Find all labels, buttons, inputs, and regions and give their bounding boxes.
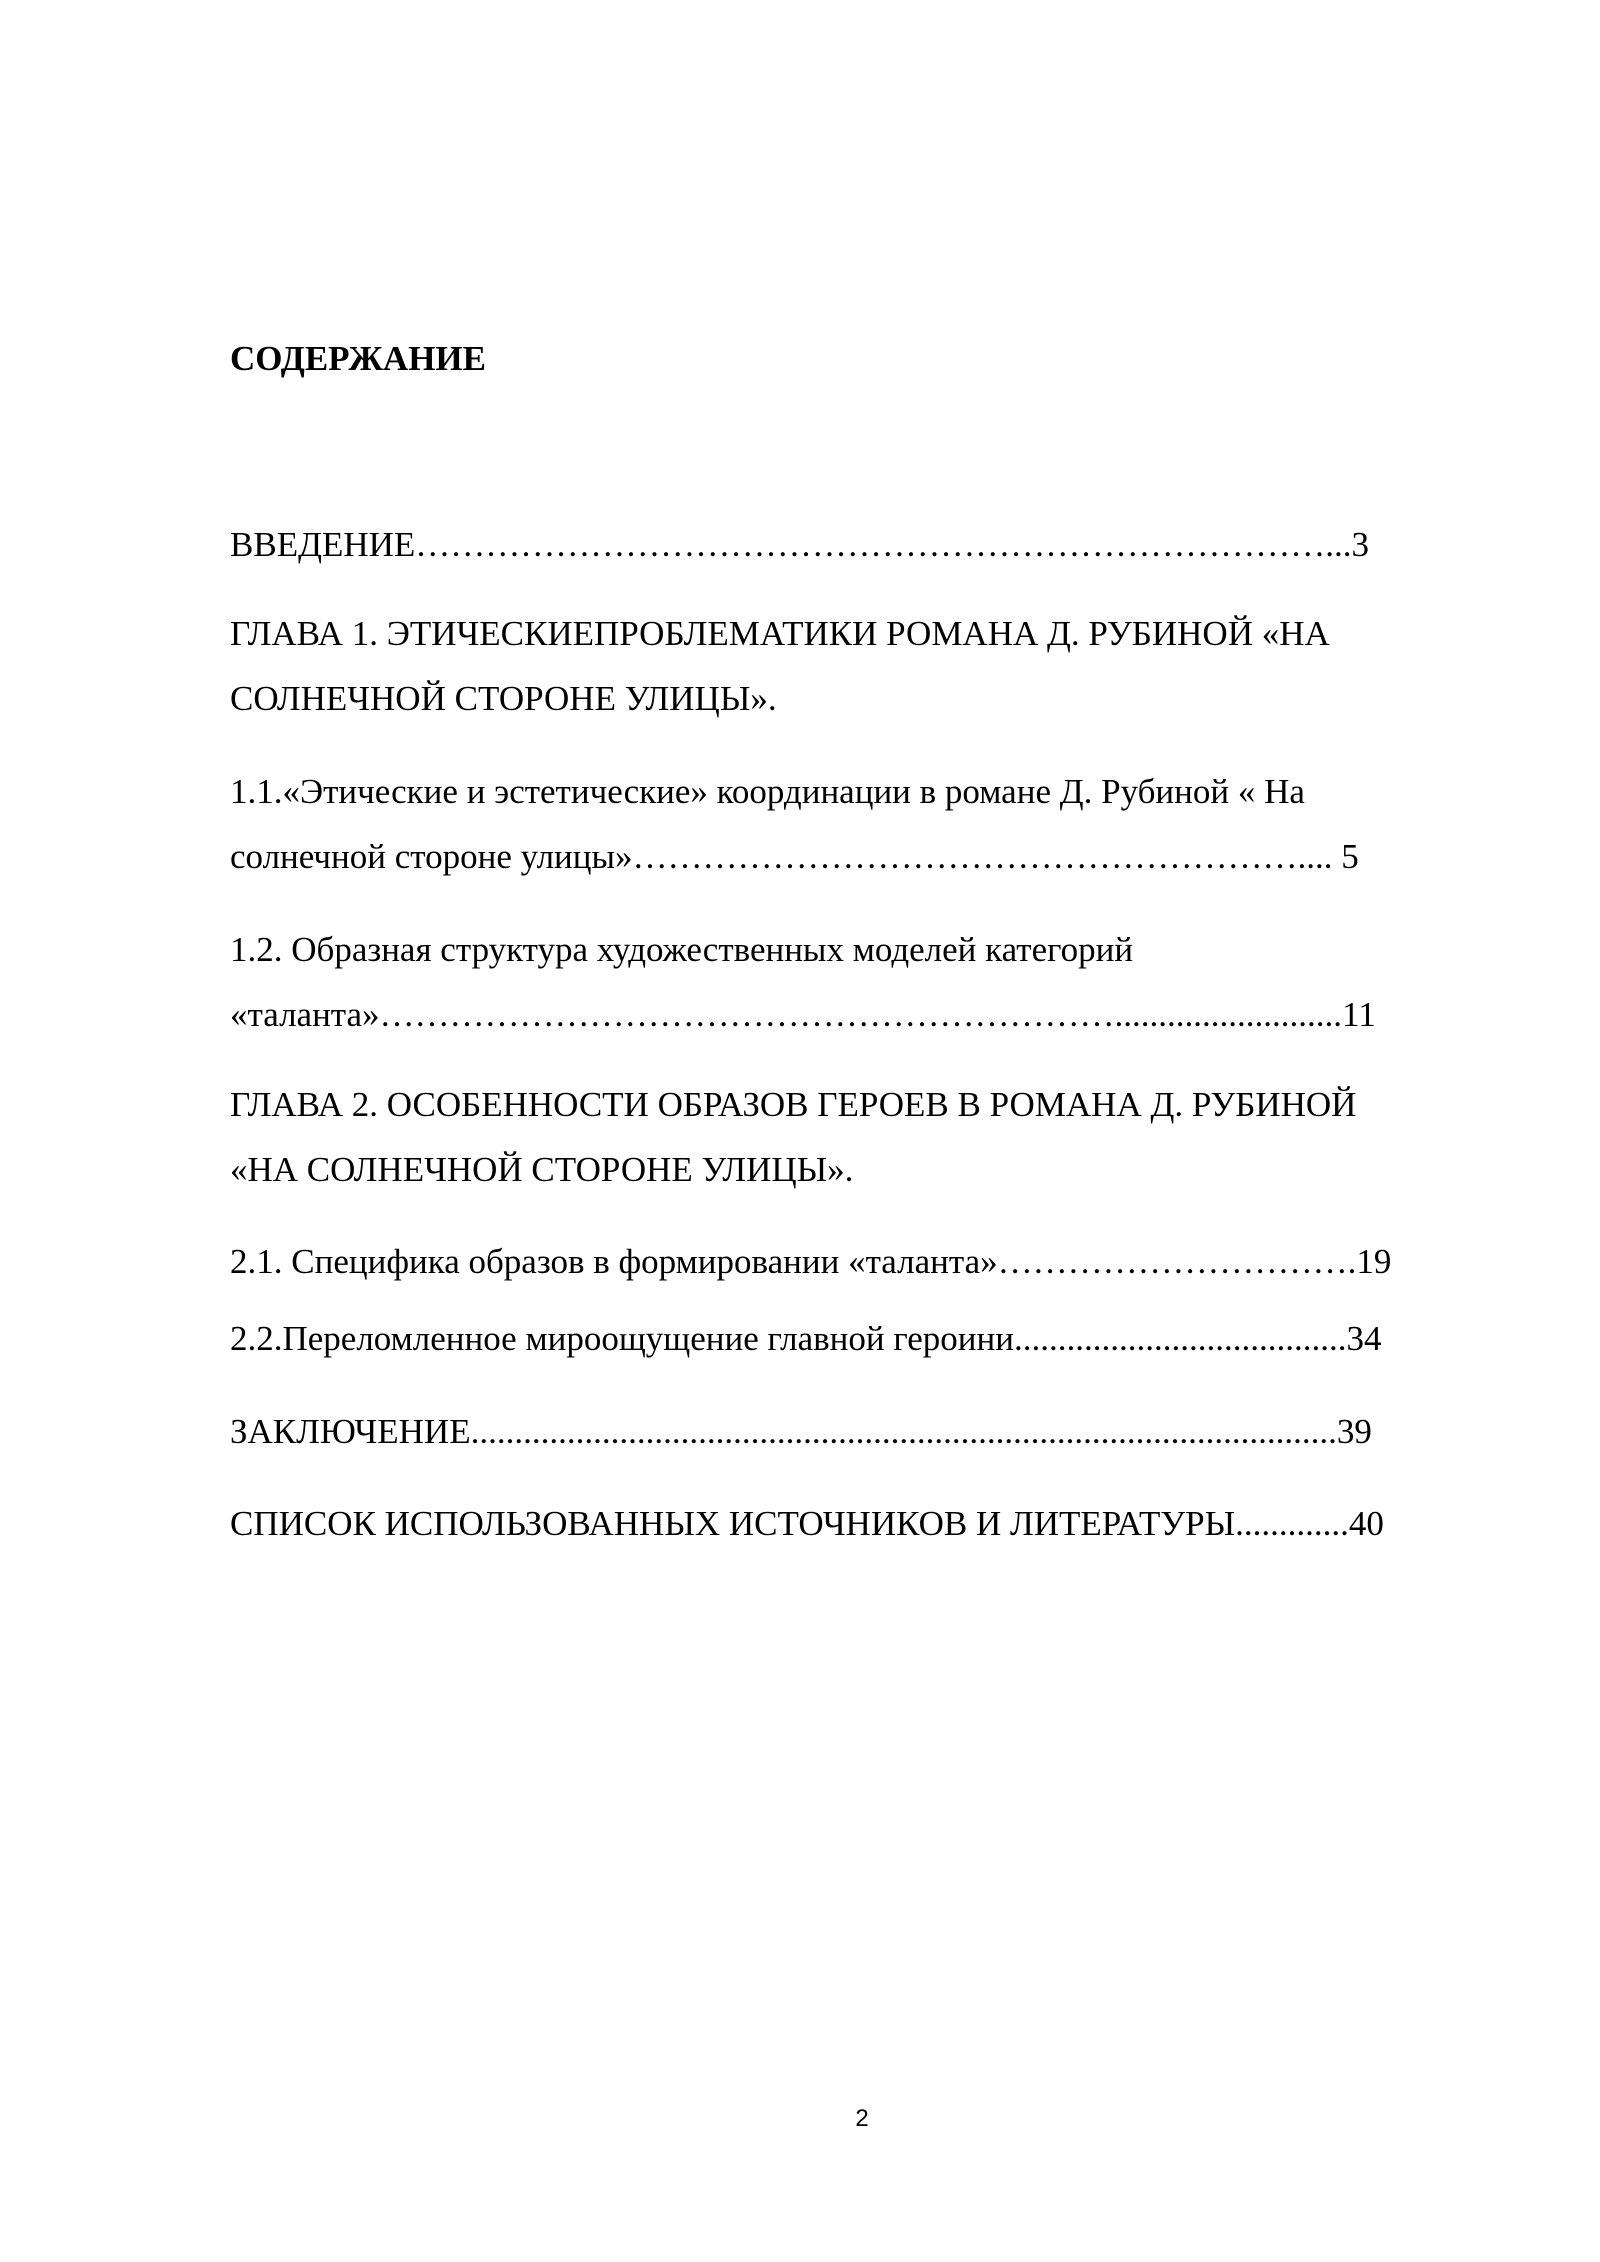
toc-entry-section-1-1-line-2: солнечной стороне улицы»………………………………………………….... 5	[230, 837, 1359, 876]
toc-entry-conclusion: ЗАКЛЮЧЕНИЕ...................................................................................................39	[230, 1412, 1372, 1451]
toc-entry-section-2-1: 2.1. Специфика образов в формировании «таланта»………………………….19	[230, 1242, 1392, 1281]
toc-entry-introduction: ВВЕДЕНИЕ……………………………………………………………………...3	[230, 525, 1370, 564]
toc-entry-section-1-2-line-2: «таланта»………………………………………………………..........................11	[230, 995, 1376, 1034]
toc-entry-section-1-1-line-1: 1.1.«Этические и эстетические» координации в романе Д. Рубиной « На	[230, 772, 1305, 811]
toc-entry-chapter-2-line-2: «НА СОЛНЕЧНОЙ СТОРОНЕ УЛИЦЫ».	[230, 1150, 854, 1189]
toc-entry-chapter-2-line-1: ГЛАВА 2. ОСОБЕННОСТИ ОБРАЗОВ ГЕРОЕВ В РОМАНА Д. РУБИНОЙ	[230, 1085, 1357, 1124]
page-number: 2	[855, 2105, 869, 2132]
toc-entry-bibliography: СПИСОК ИСПОЛЬЗОВАННЫХ ИСТОЧНИКОВ И ЛИТЕРАТУРЫ.............40	[230, 1504, 1384, 1543]
toc-entry-section-2-2: 2.2.Переломленное мироощущение главной героини......................................34	[230, 1319, 1382, 1358]
toc-entry-section-1-2-line-1: 1.2. Образная структура художественных моделей категорий	[230, 930, 1134, 969]
toc-entry-chapter-1-line-2: СОЛНЕЧНОЙ СТОРОНЕ УЛИЦЫ».	[230, 679, 777, 718]
toc-heading: СОДЕРЖАНИЕ	[230, 339, 487, 378]
toc-entry-chapter-1-line-1: ГЛАВА 1. ЭТИЧЕСКИЕПРОБЛЕМАТИКИ РОМАНА Д. РУБИНОЙ «НА	[230, 614, 1330, 653]
